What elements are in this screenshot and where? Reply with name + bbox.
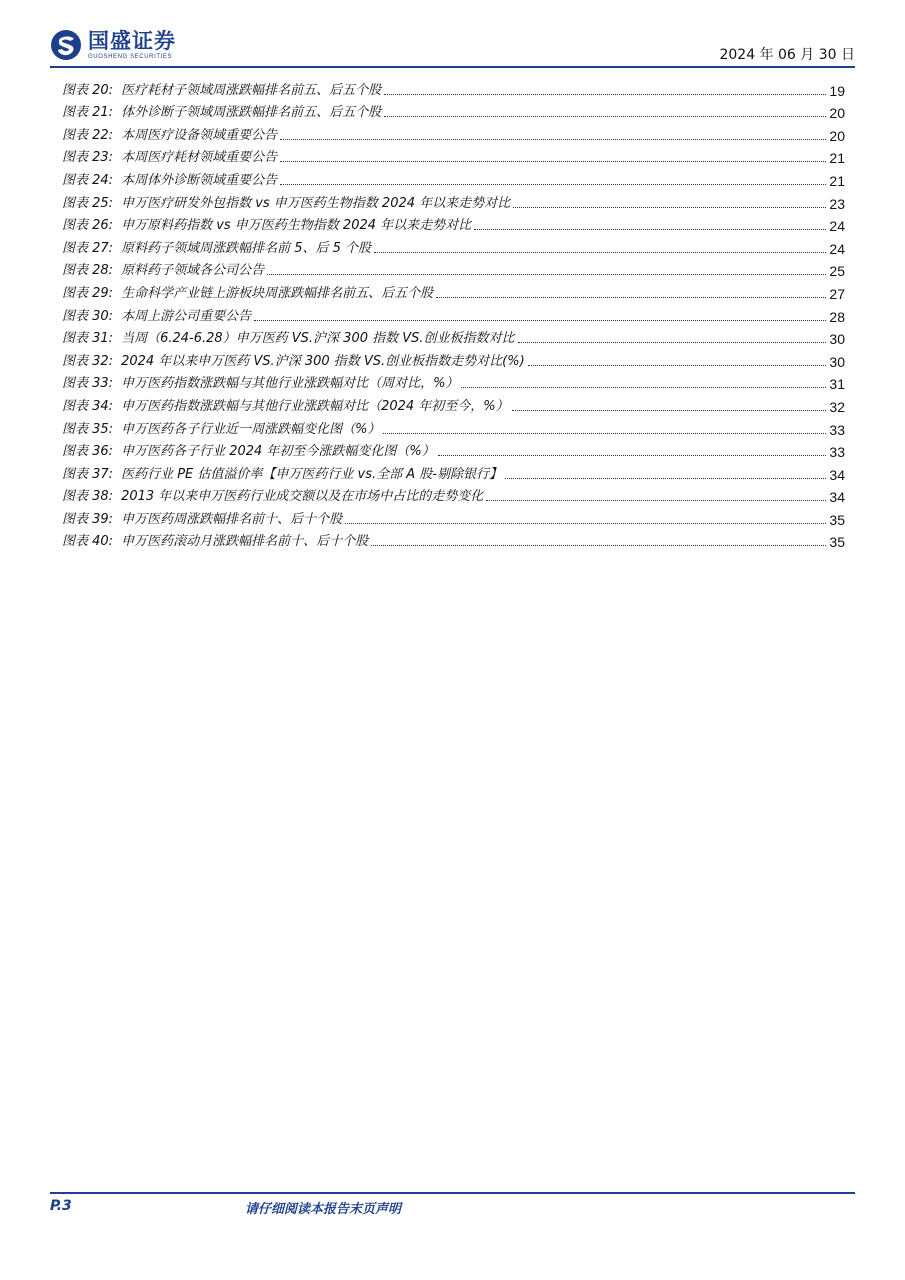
toc-entry-label: 图表 35: (62, 421, 114, 437)
toc-entry-title: 本周体外诊断领域重要公告 (121, 172, 278, 188)
toc-entry-title: 原料药子领域各公司公告 (121, 263, 265, 279)
toc-dot-leader (345, 523, 826, 524)
logo-text: 国盛证券 (88, 28, 176, 53)
toc-dot-leader (384, 94, 826, 95)
toc-entry-label: 图表 39: (62, 511, 114, 527)
header-divider (50, 66, 855, 68)
toc-entry-title: 申万医疗研发外包指数 vs 申万医药生物指数 2024 年以来走势对比 (121, 195, 511, 211)
toc-entry-title: 申万医药滚动月涨跌幅排名前十、后十个股 (121, 534, 369, 550)
toc-entry-title: 2024 年以来申万医药 VS.沪深 300 指数 VS.创业板指数走势对比(%) (121, 353, 525, 369)
toc-entry[interactable] (62, 415, 845, 438)
toc-entry-title: 原料药子领域周涨跌幅排名前 5、后 5 个股 (121, 240, 372, 256)
toc-entry[interactable] (62, 370, 845, 393)
toc-entry-page: 20 (829, 127, 845, 144)
toc-entry[interactable] (62, 302, 845, 325)
toc-entry-page: 24 (829, 240, 845, 257)
toc-entry-title: 本周上游公司重要公告 (121, 308, 252, 324)
toc-dot-leader (267, 274, 826, 275)
toc-entry[interactable] (62, 257, 845, 280)
toc-entry-title: 生命科学产业链上游板块周涨跌幅排名前五、后五个股 (121, 285, 434, 301)
toc-entry[interactable] (62, 505, 845, 528)
toc-dot-leader (280, 139, 826, 140)
toc-entry-title: 申万原料药指数 vs 申万医药生物指数 2024 年以来走势对比 (121, 218, 472, 234)
toc-entry-title: 本周医疗耗材领域重要公告 (121, 150, 278, 166)
toc-entry-page: 31 (829, 376, 845, 393)
toc-entry-label: 图表 33: (62, 376, 114, 392)
toc-entry-label: 图表 29: (62, 285, 114, 301)
toc-entry-label: 图表 20: (62, 82, 114, 98)
toc-entry[interactable] (62, 189, 845, 212)
toc-entry-page: 28 (829, 308, 845, 325)
toc-entry[interactable] (62, 99, 845, 122)
toc-dot-leader (384, 116, 826, 117)
toc-dot-leader (505, 478, 826, 479)
toc-dot-leader (436, 297, 826, 298)
toc-dot-leader (374, 252, 826, 253)
toc-dot-leader (528, 365, 826, 366)
toc-entry-label: 图表 26: (62, 218, 114, 234)
logo-wordmark (88, 28, 176, 60)
toc-entry-title: 申万医药各子行业近一周涨跌幅变化图（%） (121, 421, 381, 437)
toc-entry[interactable] (62, 528, 845, 551)
toc-entry-label: 图表 28: (62, 263, 114, 279)
footer-divider (50, 1192, 855, 1194)
toc-entry-title: 申万医药各子行业 2024 年初至今涨跌幅变化图（%） (121, 444, 435, 460)
toc-entry-title: 体外诊断子领域周涨跌幅排名前五、后五个股 (121, 105, 382, 121)
page-header (50, 28, 855, 68)
toc-entry-page: 24 (829, 218, 845, 235)
toc-entry-title: 2013 年以来申万医药行业成交额以及在市场中占比的走势变化 (121, 489, 484, 505)
toc-entry-label: 图表 38: (62, 489, 114, 505)
toc-dot-leader (371, 545, 826, 546)
brand-logo (50, 28, 176, 62)
toc-entry-page: 34 (829, 489, 845, 506)
toc-entry-label: 图表 22: (62, 127, 114, 143)
toc-dot-leader (280, 161, 826, 162)
toc-dot-leader (280, 184, 826, 185)
toc-dot-leader (512, 410, 826, 411)
toc-entry-label: 图表 32: (62, 353, 114, 369)
toc-entry-page: 30 (829, 331, 845, 348)
toc-entry-title: 当周（6.24-6.28）申万医药 VS.沪深 300 指数 VS.创业板指数对比 (121, 331, 515, 347)
toc-entry-title: 医药行业 PE 估值溢价率【申万医药行业 vs.全部 A 股-剔除银行】 (121, 466, 502, 482)
toc-entry-label: 图表 30: (62, 308, 114, 324)
toc-entry[interactable] (62, 234, 845, 257)
toc-entry-title: 医疗耗材子领域周涨跌幅排名前五、后五个股 (121, 82, 382, 98)
toc-entry-page: 35 (829, 534, 845, 551)
toc-dot-leader (438, 455, 826, 456)
toc-entry-label: 图表 40: (62, 534, 114, 550)
toc-dot-leader (254, 320, 826, 321)
toc-entry[interactable] (62, 460, 845, 483)
toc-entry-label: 图表 25: (62, 195, 114, 211)
figure-index-list (62, 76, 845, 550)
toc-entry[interactable] (62, 438, 845, 461)
toc-entry-page: 30 (829, 353, 845, 370)
guosheng-logo-icon (50, 29, 82, 61)
toc-entry-label: 图表 31: (62, 331, 114, 347)
toc-entry-page: 19 (829, 82, 845, 99)
toc-entry-page: 33 (829, 444, 845, 461)
toc-entry[interactable] (62, 144, 845, 167)
toc-entry-label: 图表 21: (62, 105, 114, 121)
toc-entry-page: 27 (829, 285, 845, 302)
toc-entry-title: 申万医药指数涨跌幅与其他行业涨跌幅对比（周对比，%） (121, 376, 459, 392)
page-number: P.3 (50, 1198, 72, 1214)
toc-entry-page: 21 (829, 150, 845, 167)
toc-entry[interactable] (62, 483, 845, 506)
toc-entry[interactable] (62, 76, 845, 99)
toc-entry-page: 33 (829, 421, 845, 438)
toc-dot-leader (518, 342, 826, 343)
toc-entry-page: 32 (829, 398, 845, 415)
toc-entry-label: 图表 34: (62, 398, 114, 414)
toc-entry[interactable] (62, 325, 845, 348)
toc-entry[interactable] (62, 166, 845, 189)
toc-entry[interactable] (62, 121, 845, 144)
toc-entry-label: 图表 24: (62, 172, 114, 188)
disclaimer-note: 请仔细阅读本报告末页声明 (245, 1202, 402, 1217)
toc-dot-leader (486, 500, 826, 501)
toc-dot-leader (383, 433, 826, 434)
toc-entry[interactable] (62, 392, 845, 415)
toc-entry[interactable] (62, 347, 845, 370)
toc-dot-leader (513, 207, 826, 208)
toc-entry-title: 本周医疗设备领域重要公告 (121, 127, 278, 143)
toc-entry[interactable] (62, 279, 845, 302)
toc-entry-page: 20 (829, 105, 845, 122)
report-date: 2024 年 06 月 30 日 (719, 47, 855, 63)
toc-entry-label: 图表 27: (62, 240, 114, 256)
toc-entry-title: 申万医药指数涨跌幅与其他行业涨跌幅对比（2024 年初至今，%） (121, 398, 509, 414)
toc-dot-leader (461, 387, 826, 388)
toc-entry-page: 21 (829, 172, 845, 189)
toc-dot-leader (474, 229, 826, 230)
toc-entry-page: 34 (829, 466, 845, 483)
logo-subtext: GUOSHENG SECURITIES (88, 53, 173, 60)
toc-entry-label: 图表 36: (62, 444, 114, 460)
toc-entry-page: 25 (829, 263, 845, 280)
toc-entry[interactable] (62, 212, 845, 235)
toc-entry-title: 申万医药周涨跌幅排名前十、后十个股 (121, 511, 343, 527)
toc-entry-page: 23 (829, 195, 845, 212)
toc-entry-label: 图表 23: (62, 150, 114, 166)
toc-entry-label: 图表 37: (62, 466, 114, 482)
toc-entry-page: 35 (829, 511, 845, 528)
